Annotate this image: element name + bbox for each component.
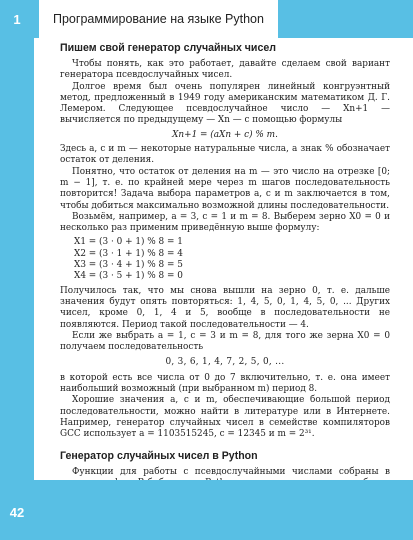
- equation: X3 = (3 · 4 + 1) % 8 = 5: [74, 260, 183, 271]
- sequence: 0, 3, 6, 1, 4, 7, 2, 5, 0, ...: [165, 357, 285, 368]
- paragraph: Возьмём, например, a = 3, c = 1 и m = 8. Выберем зерно X0 = 0 и несколько раз применим приведённую выше формулу:: [60, 211, 390, 234]
- equation: X2 = (3 · 1 + 1) % 8 = 4: [74, 248, 183, 259]
- section-heading-generator: Пишем свой генератор случайных чисел: [60, 42, 276, 54]
- equation-list: [74, 237, 390, 282]
- equation: X1 = (3 · 0 + 1) % 8 = 1: [74, 237, 183, 248]
- header-bar: [0, 0, 413, 38]
- equation: X4 = (3 · 5 + 1) % 8 = 0: [74, 271, 183, 282]
- side-margin-band: [0, 38, 34, 480]
- paragraph: Хорошие значения a, c и m, обеспечивающие большой период последовательности, можно найти в литературе или в Интернете. Например, генератор случайных чисел в семействе компиляторов GCC использует a = 1103515245, c = 12345 и m = 2³¹.: [60, 395, 390, 440]
- formula: Xn+1 = (aXn + c) % m.: [172, 129, 278, 140]
- paragraph: Получилось так, что мы снова вышли на зерно 0, т. е. дальше значения будут опять повторяться: 1, 4, 5, 0, 1, 4, 5, 0, ... Других чисел, кроме 0, 1, 4 и 5, вообще в последовательности не появляются. Период такой последовательности — 4.: [60, 285, 390, 330]
- footer-bar: [0, 480, 413, 540]
- paragraph: Здесь a, c и m — некоторые натуральные числа, а знак % обозначает остаток от деления.: [60, 144, 390, 166]
- paragraph: Функции для работы с псевдослучайными числами собраны в: [72, 466, 390, 477]
- chapter-number: 1: [13, 11, 21, 27]
- paragraph: Чтобы понять, как это работает, давайте сделаем свой вариант генератора псевдослучайных чисел.: [60, 59, 390, 81]
- paragraph: Если же выбрать a = 1, c = 3 и m = 8, для того же зерна X0 = 0 получаем последовательность: [60, 330, 390, 353]
- page-content: [60, 42, 390, 534]
- paragraph: Долгое время был очень популярен линейный конгруэнтный метод, предложенный в 1949 году американским математиком Д. Г. Лемером. Следующее псевдослучайное число — Xn+1 — вычисляется по предыдущему — Xn — с помощью формулы: [60, 81, 390, 126]
- section-heading-python: Генератор случайных чисел в Python: [60, 449, 258, 462]
- paragraph: в которой есть все числа от 0 до 7 включительно, т. е. она имеет наибольший возможный (при выбранном m) период 8.: [60, 372, 390, 395]
- page-number: 42: [9, 505, 25, 520]
- paragraph: Понятно, что остаток от деления на m — это число на отрезке [0; m − 1], т. е. по крайней мере через m шагов последовательность повторится! Задача выбора параметров a, c и m заключается в том, чтобы добиться максимально возможной длины последовательности.: [60, 166, 390, 211]
- running-title: Программирование на языке Python: [38, 0, 278, 38]
